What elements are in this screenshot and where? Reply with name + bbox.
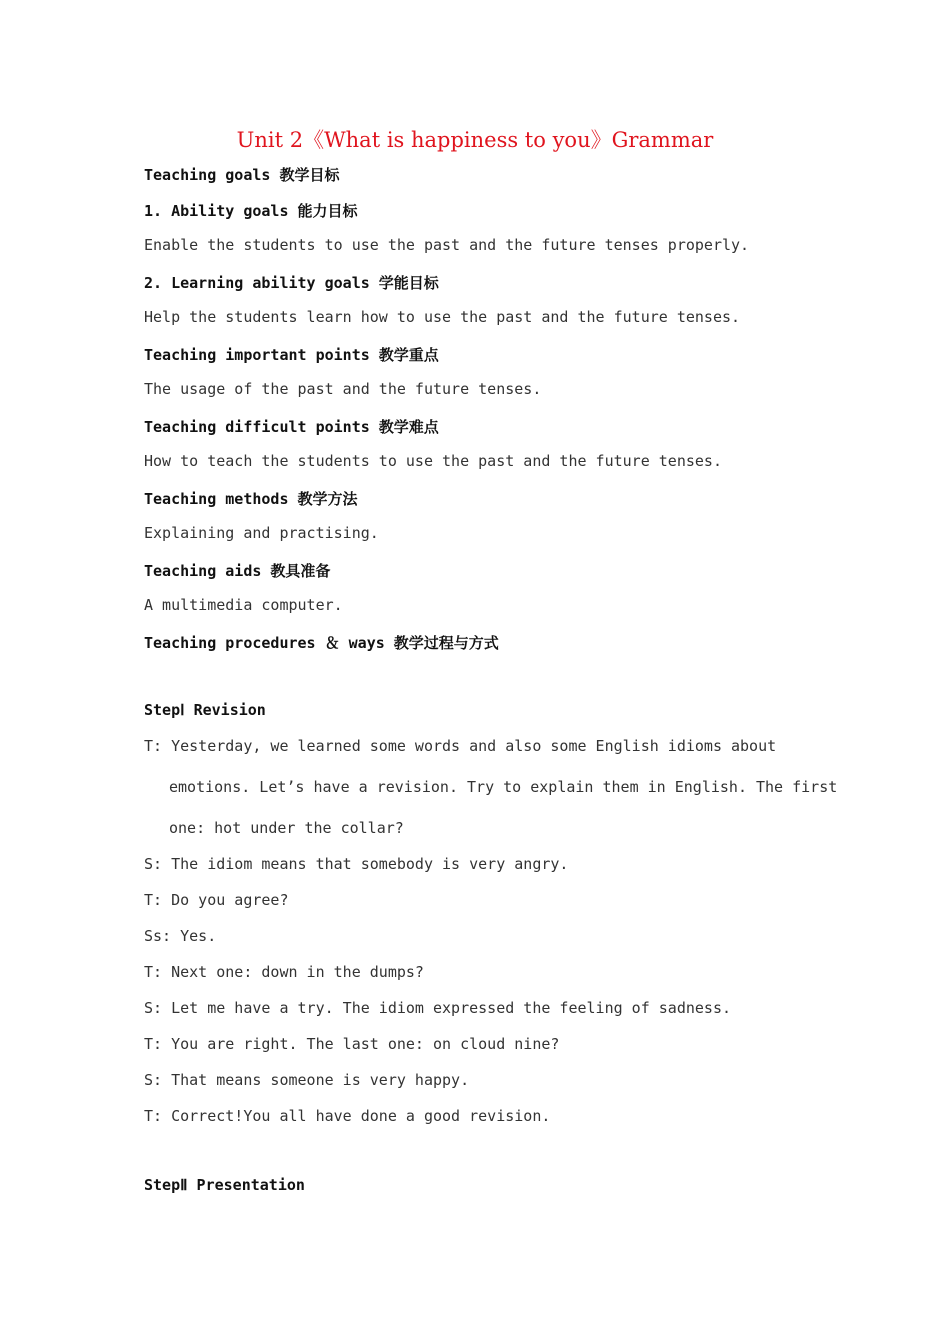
teaching-aids-text: A multimedia computer.: [144, 596, 343, 614]
dialogue-line: Ss: Yes.: [144, 927, 217, 945]
learning-goals-text: Help the students learn how to use the past and the future tenses.: [144, 308, 741, 326]
dialogue-line: T: Next one: down in the dumps?: [144, 963, 424, 981]
heading-important-points: Teaching important points 教学重点: [144, 346, 439, 364]
dialogue-line: T: Correct!You all have done a good revision.: [144, 1107, 551, 1125]
dialogue-line: S: That means someone is very happy.: [144, 1071, 470, 1089]
heading-teaching-aids: Teaching aids 教具准备: [144, 562, 331, 580]
heading-difficult-points: Teaching difficult points 教学难点: [144, 418, 439, 436]
dialogue-line: S: The idiom means that somebody is very angry.: [144, 855, 569, 873]
step2-heading: StepⅡ Presentation: [144, 1176, 305, 1194]
heading-ability-goals: 1. Ability goals 能力目标: [144, 202, 358, 220]
heading-teaching-procedures: Teaching procedures ＆ ways 教学过程与方式: [144, 634, 499, 652]
ability-goals-text: Enable the students to use the past and the future tenses properly.: [144, 236, 750, 254]
heading-teaching-goals: Teaching goals 教学目标: [144, 166, 340, 184]
important-points-text: The usage of the past and the future tenses.: [144, 380, 542, 398]
step1-heading: StepⅠ Revision: [144, 701, 266, 719]
heading-learning-goals: 2. Learning ability goals 学能目标: [144, 274, 439, 292]
dialogue-line: S: Let me have a try. The idiom expressed the feeling of sadness.: [144, 999, 731, 1017]
dialogue-line: T: Do you agree?: [144, 891, 289, 909]
dialogue-line: emotions. Let’s have a revision. Try to explain them in English. The first: [169, 778, 838, 796]
difficult-points-text: How to teach the students to use the past and the future tenses.: [144, 452, 722, 470]
dialogue-line: T: You are right. The last one: on cloud nine?: [144, 1035, 560, 1053]
dialogue-line: one: hot under the collar?: [169, 819, 404, 837]
dialogue-line: T: Yesterday, we learned some words and also some English idioms about: [144, 737, 777, 755]
page-title: Unit 2《What is happiness to you》Grammar: [236, 128, 714, 152]
teaching-methods-text: Explaining and practising.: [144, 524, 379, 542]
heading-teaching-methods: Teaching methods 教学方法: [144, 490, 358, 508]
